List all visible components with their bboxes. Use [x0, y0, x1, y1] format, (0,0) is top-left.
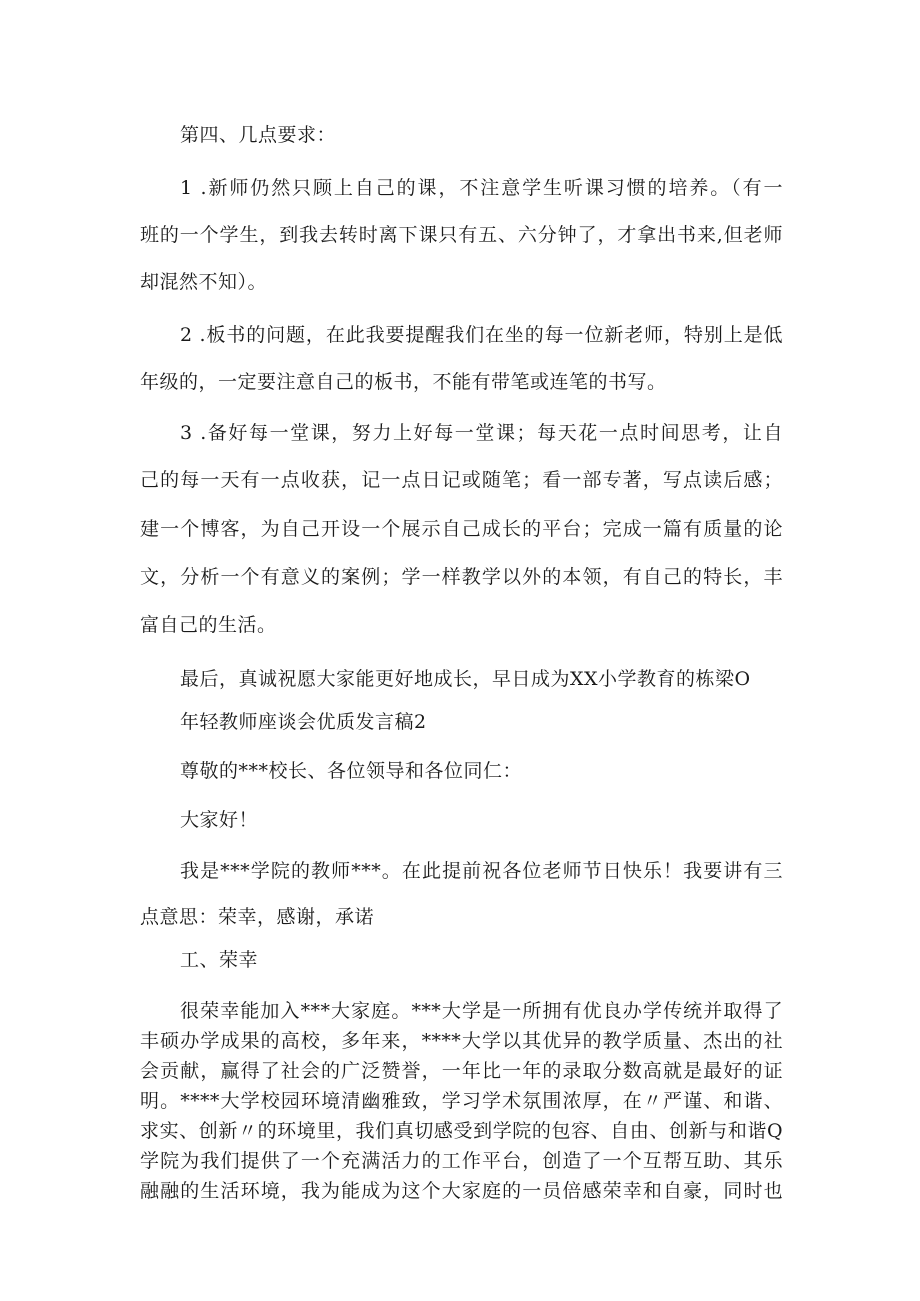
intro-line-1: 我是***学院的教师***。在此提前祝各位老师节日快乐！我要讲有三 — [180, 860, 783, 882]
body-1-line-4: 明。****大学校园环境清幽雅致，学习学术氛围浓厚，在〃严谨、和谐、 — [140, 1090, 783, 1112]
section-heading-honor: 工、荣幸 — [180, 949, 259, 971]
item-2-line-1: 2 .板书的问题，在此我要提醒我们在坐的每一位新老师，特别上是低 — [180, 324, 783, 346]
item-1-line-2: 班的一个学生，到我去转时离下课只有五、六分钟了，才拿出书来,但老师 — [140, 224, 783, 246]
item-2-line-2: 年级的，一定要注意自己的板书，不能有带笔或连笔的书写。 — [140, 371, 667, 393]
item-3-line-1: 3 .备好每一堂课，努力上好每一堂课；每天花一点时间思考，让自 — [180, 422, 783, 444]
body-1-line-7: 融融的生活环境，我为能成为这个大家庭的一员倍感荣幸和自豪，同时也 — [140, 1180, 783, 1202]
item-3-line-5: 富自己的生活。 — [140, 614, 277, 636]
intro-line-2: 点意思：荣幸，感谢，承诺 — [140, 906, 375, 928]
item-1-line-1: 1 .新师仍然只顾上自己的课，不注意学生听课习惯的培养。（有一 — [180, 177, 783, 199]
heading-requirements: 第四、几点要求： — [180, 124, 337, 146]
body-1-line-5: 求实、创新〃的环境里，我们真切感受到学院的包容、自由、创新与和谐Q — [140, 1120, 783, 1142]
body-1-line-2: 丰硕办学成果的高校，多年来，****大学以其优异的教学质量、杰出的社 — [140, 1030, 783, 1052]
body-1-line-3: 会贡献，赢得了社会的广泛赞誉，一年比一年的录取分数高就是最好的证 — [140, 1060, 783, 1082]
item-1-line-3: 却混然不知）。 — [140, 271, 268, 293]
closing-line: 最后，真诚祝愿大家能更好地成长，早日成为XX小学教育的栋梁O — [180, 668, 751, 690]
item-3-line-4: 文，分析一个有意义的案例；学一样教学以外的本领，有自己的特长，丰 — [140, 566, 783, 588]
body-1-line-1: 很荣幸能加入***大家庭。***大学是一所拥有优良办学传统并取得了 — [180, 1000, 783, 1022]
speech-title: 年轻教师座谈会优质发言稿2 — [180, 711, 427, 733]
body-1-line-6: 学院为我们提供了一个充满活力的工作平台，创造了一个互帮互助、其乐 — [140, 1150, 783, 1172]
item-3-line-2: 己的每一天有一点收获，记一点日记或随笔；看一部专著，写点读后感； — [140, 469, 783, 491]
greeting: 大家好！ — [180, 809, 259, 831]
item-3-line-3: 建一个博客，为自己开设一个展示自己成长的平台；完成一篇有质量的论 — [140, 518, 783, 540]
salutation: 尊敬的***校长、各位领导和各位同仁： — [180, 760, 523, 782]
